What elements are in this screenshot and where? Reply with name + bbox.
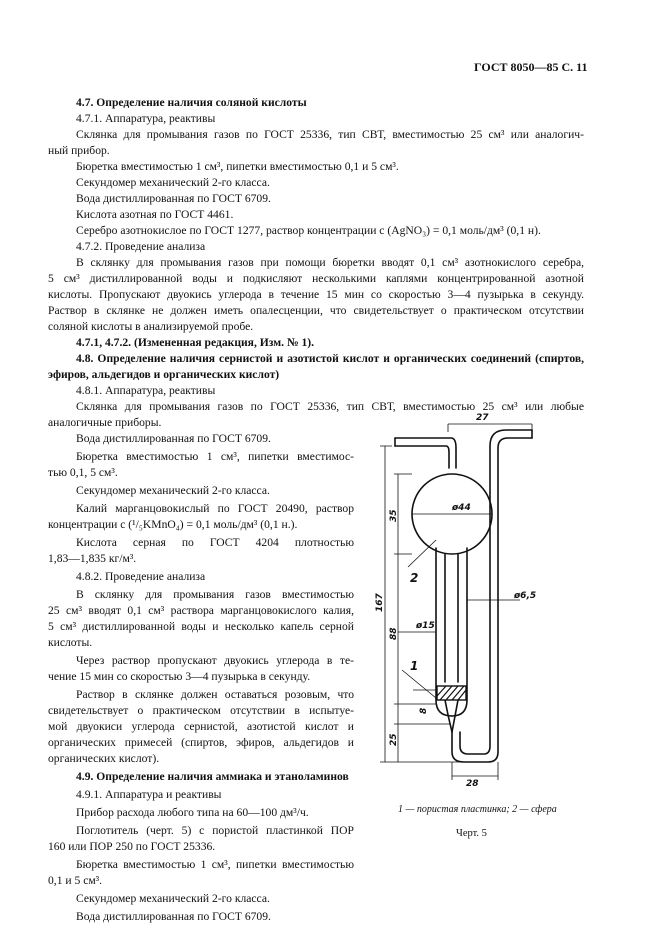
page-header: ГОСТ 8050—85 С. 11: [474, 60, 588, 74]
porous-plate: [437, 686, 466, 700]
paragraph-line: мой двуокиси углерода сернистой, азотистой кислот и: [48, 720, 354, 733]
dim-15: ø15: [416, 621, 435, 631]
paragraph-line: 0,1 и 5 см³.: [48, 874, 103, 887]
paragraph-line: Склянка для промывания газов по ГОСТ 25336, тип СВТ, вместимостью 25 см³ или любые: [76, 400, 584, 413]
paragraph-line: Через раствор пропускают двуокись углерода в те-: [76, 654, 354, 667]
dim-27: 27: [476, 413, 489, 423]
figure-caption: 1 — пористая пластинка; 2 — сфера: [398, 804, 557, 815]
paragraph-line: ный прибор.: [48, 144, 110, 157]
paragraph-line: 25 см³ вводят 0,1 см³ раствора марганцовокислого калия,: [48, 604, 354, 617]
paragraph-line: Бюретка вместимостью 1 см³, пипетки вместимостью 0,1 и 5 см³.: [76, 160, 399, 173]
paragraph-line: Секундомер механический 2-го класса.: [76, 484, 270, 497]
vessel-outline: [395, 430, 532, 762]
paragraph-line: Секундомер механический 2-го класса.: [76, 892, 270, 905]
heading-4-9: 4.9. Определение наличия аммиака и этаноламинов: [76, 770, 349, 783]
heading-4-7: 4.7. Определение наличия соляной кислоты: [76, 96, 307, 109]
paragraph-line: Бюретка вместимостью 1 см³, пипетки вместимос-: [76, 450, 354, 463]
paragraph-line: Вода дистиллированная по ГОСТ 6709.: [76, 432, 271, 445]
paragraph-line: Вода дистиллированная по ГОСТ 6709.: [76, 192, 271, 205]
paragraph-line: Поглотитель (черт. 5) с пористой пластинкой ПОР: [76, 824, 354, 837]
dim-88: 88: [389, 627, 399, 640]
paragraph-line: Серебро азотнокислое по ГОСТ 1277, раствор концентрации c (AgNO₃) = 0,1 моль/дм³ (0,1 н).: [76, 224, 541, 237]
dimension-lines: [380, 424, 532, 780]
paragraph-line: В склянку для промывания газов при помощи бюретки вводят 0,1 см³ азотнокислого серебра,: [76, 256, 584, 269]
paragraph-line: Кислота азотная по ГОСТ 4461.: [76, 208, 234, 221]
callout-1: 1: [410, 659, 419, 673]
paragraph-line: Раствор в склянке не должен иметь опалесценции, что свидетельствует о практическом отсутствии: [48, 304, 584, 317]
paragraph-line: тью 0,1, 5 см³.: [48, 466, 118, 479]
subheading-4-9-1: 4.9.1. Аппаратура и реактивы: [76, 788, 222, 801]
paragraph-line: кислоты. Пропускают двуокись углерода в течение 15 мин со скоростью 3—4 пузырька в секунду.: [48, 288, 584, 301]
dim-6-5: ø6,5: [514, 591, 537, 601]
dim-44: ø44: [452, 503, 471, 513]
dim-25: 25: [389, 733, 399, 746]
heading-4-8: 4.8. Определение наличия сернистой и азотистой кислот и органических соединений (спиртов,: [76, 352, 584, 365]
paragraph-line: Бюретка вместимостью 1 см³, пипетки вместимостью: [76, 858, 354, 871]
subheading-4-8-2: 4.8.2. Проведение анализа: [76, 570, 206, 583]
paragraph-line: 5 см³ дистиллированной воды и несколько капель серной: [48, 620, 354, 633]
dim-8: 8: [419, 707, 429, 714]
paragraph-line: чение 15 мин со скоростью 3—4 пузырька в секунду.: [48, 670, 311, 683]
paragraph-line: концентрации c (¹/₅KMnO₄) = 0,1 моль/дм³ (0,1 н.).: [48, 518, 298, 531]
paragraph-line: соляной кислоты в анализируемой пробе.: [48, 320, 254, 333]
paragraph-line: органических примесей (спиртов, эфиров, альдегидов и: [48, 736, 354, 749]
paragraph-line: свидетельствует о практическом отсутствии в испытуе-: [48, 704, 354, 717]
paragraph-line: аналогичные приборы.: [48, 416, 162, 429]
heading-4-8-cont: эфиров, альдегидов и органических кислот): [48, 368, 280, 381]
figure-number: Черт. 5: [456, 828, 487, 839]
paragraph-line: кислоты.: [48, 636, 93, 649]
callout-2: 2: [410, 571, 419, 585]
paragraph-line: Кислота серная по ГОСТ 4204 плотностью: [76, 536, 354, 549]
paragraph-line: Калий марганцовокислый по ГОСТ 20490, раствор: [76, 502, 354, 515]
dim-28: 28: [466, 779, 479, 789]
paragraph-line: 160 или ПОР 250 по ГОСТ 25336.: [48, 840, 216, 853]
paragraph-line: Секундомер механический 2-го класса.: [76, 176, 270, 189]
paragraph-line: 1,83—1,835 кг/м³.: [48, 552, 137, 565]
paragraph-line: Вода дистиллированная по ГОСТ 6709.: [76, 910, 271, 923]
subheading-4-7-2: 4.7.2. Проведение анализа: [76, 240, 206, 253]
paragraph-line: органических кислот).: [48, 752, 160, 765]
dim-167: 167: [375, 593, 385, 612]
paragraph-line: Склянка для промывания газов по ГОСТ 25336, тип СВТ, вместимостью 25 см³ или аналогич-: [76, 128, 584, 141]
paragraph-line: Раствор в склянке должен оставаться розовым, что: [76, 688, 354, 701]
subheading-4-7-1: 4.7.1. Аппаратура, реактивы: [76, 112, 216, 125]
subheading-4-8-1: 4.8.1. Аппаратура, реактивы: [76, 384, 216, 397]
paragraph-line: В склянку для промывания газов вместимостью: [76, 588, 354, 601]
dim-35: 35: [389, 509, 399, 522]
paragraph-line: 5 см³ дистиллированной воды и подкисляют несколькими каплями концентрированной азотной: [48, 272, 584, 285]
amendment-note: 4.7.1, 4.7.2. (Измененная редакция, Изм. № 1).: [76, 336, 315, 349]
paragraph-line: Прибор расхода любого типа на 60—100 дм³/ч.: [76, 806, 309, 819]
